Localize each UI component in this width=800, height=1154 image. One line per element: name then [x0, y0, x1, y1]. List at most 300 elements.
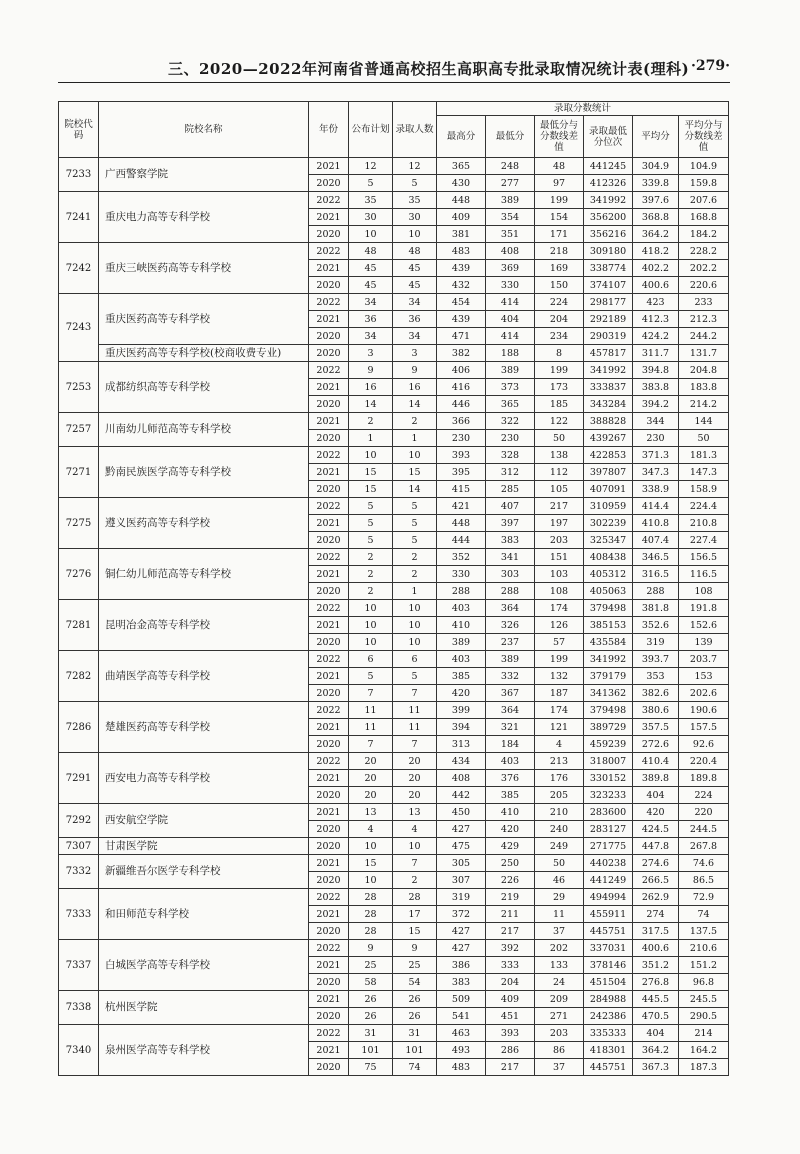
cell-min-diff: 103 [535, 566, 584, 583]
cell-avg-diff: 227.4 [679, 532, 729, 549]
cell-admitted: 7 [393, 685, 437, 702]
cell-avg: 423 [633, 294, 679, 311]
cell-avg-diff: 267.8 [679, 838, 729, 855]
cell-admitted: 48 [393, 243, 437, 260]
cell-avg: 353 [633, 668, 679, 685]
cell-min-diff: 105 [535, 481, 584, 498]
table-row [59, 549, 729, 566]
cell-avg-diff: 290.5 [679, 1008, 729, 1025]
school-code: 7241 [59, 192, 99, 243]
cell-year: 2020 [309, 328, 349, 345]
cell-year: 2020 [309, 396, 349, 413]
cell-plan: 20 [349, 753, 393, 770]
cell-admitted: 54 [393, 974, 437, 991]
cell-avg-diff: 108 [679, 583, 729, 600]
cell-year: 2020 [309, 175, 349, 192]
table-row [59, 940, 729, 957]
cell-min-diff: 8 [535, 345, 584, 362]
cell-min-rank: 418301 [584, 1042, 633, 1059]
cell-plan: 36 [349, 311, 393, 328]
cell-admitted: 4 [393, 821, 437, 838]
cell-avg: 364.2 [633, 1042, 679, 1059]
cell-avg-diff: 224.4 [679, 498, 729, 515]
cell-plan: 34 [349, 328, 393, 345]
cell-max: 394 [437, 719, 486, 736]
cell-min: 451 [486, 1008, 535, 1025]
cell-avg: 389.8 [633, 770, 679, 787]
cell-avg: 357.5 [633, 719, 679, 736]
cell-avg-diff: 220.6 [679, 277, 729, 294]
cell-min: 332 [486, 668, 535, 685]
col-max-header: 最高分 [437, 116, 486, 158]
school-name: 杭州医学院 [99, 991, 309, 1025]
school-code: 7242 [59, 243, 99, 294]
cell-min: 383 [486, 532, 535, 549]
cell-avg-diff: 189.8 [679, 770, 729, 787]
cell-min-rank: 283600 [584, 804, 633, 821]
cell-admitted: 12 [393, 158, 437, 175]
cell-min-diff: 50 [535, 430, 584, 447]
school-name: 昆明冶金高等专科学校 [99, 600, 309, 651]
school-name: 和田师范专科学校 [99, 889, 309, 940]
cell-avg-diff: 207.6 [679, 192, 729, 209]
school-code: 7332 [59, 855, 99, 889]
cell-admitted: 2 [393, 872, 437, 889]
cell-min-rank: 338774 [584, 260, 633, 277]
cell-year: 2021 [309, 464, 349, 481]
cell-max: 305 [437, 855, 486, 872]
table-row [59, 804, 729, 821]
cell-avg: 410.4 [633, 753, 679, 770]
cell-min: 403 [486, 753, 535, 770]
col-name-header: 院校名称 [99, 102, 309, 158]
table-row [59, 447, 729, 464]
cell-admitted: 45 [393, 260, 437, 277]
cell-min: 303 [486, 566, 535, 583]
cell-min-rank: 440238 [584, 855, 633, 872]
col-plan-header: 公布计划 [349, 102, 393, 158]
cell-avg: 407.4 [633, 532, 679, 549]
cell-max: 427 [437, 923, 486, 940]
cell-plan: 35 [349, 192, 393, 209]
cell-max: 439 [437, 260, 486, 277]
cell-min-rank: 379498 [584, 702, 633, 719]
col-avg-header: 平均分 [633, 116, 679, 158]
cell-min-diff: 132 [535, 668, 584, 685]
cell-avg: 311.7 [633, 345, 679, 362]
cell-admitted: 20 [393, 787, 437, 804]
cell-min-diff: 210 [535, 804, 584, 821]
cell-min-rank: 445751 [584, 1059, 633, 1076]
cell-min: 211 [486, 906, 535, 923]
cell-plan: 10 [349, 447, 393, 464]
cell-plan: 58 [349, 974, 393, 991]
cell-year: 2022 [309, 600, 349, 617]
admission-table [58, 101, 729, 1076]
cell-year: 2020 [309, 821, 349, 838]
cell-year: 2020 [309, 1059, 349, 1076]
cell-min: 277 [486, 175, 535, 192]
cell-year: 2020 [309, 872, 349, 889]
cell-min: 389 [486, 192, 535, 209]
cell-min: 217 [486, 923, 535, 940]
cell-min-rank: 397807 [584, 464, 633, 481]
cell-avg-diff: 74.6 [679, 855, 729, 872]
cell-avg: 404 [633, 1025, 679, 1042]
cell-admitted: 5 [393, 175, 437, 192]
cell-min-rank: 374107 [584, 277, 633, 294]
cell-min-rank: 389729 [584, 719, 633, 736]
cell-plan: 10 [349, 838, 393, 855]
cell-max: 421 [437, 498, 486, 515]
school-code: 7333 [59, 889, 99, 940]
table-row [59, 651, 729, 668]
cell-avg-diff: 104.9 [679, 158, 729, 175]
cell-min-rank: 318007 [584, 753, 633, 770]
cell-year: 2022 [309, 549, 349, 566]
cell-avg: 339.8 [633, 175, 679, 192]
cell-max: 383 [437, 974, 486, 991]
cell-year: 2022 [309, 294, 349, 311]
cell-avg-diff: 228.2 [679, 243, 729, 260]
cell-min-diff: 24 [535, 974, 584, 991]
cell-avg-diff: 212.3 [679, 311, 729, 328]
cell-plan: 26 [349, 1008, 393, 1025]
cell-min: 312 [486, 464, 535, 481]
cell-avg-diff: 224 [679, 787, 729, 804]
cell-min-diff: 199 [535, 362, 584, 379]
cell-year: 2020 [309, 634, 349, 651]
school-name: 楚雄医药高等专科学校 [99, 702, 309, 753]
school-name: 曲靖医学高等专科学校 [99, 651, 309, 702]
cell-year: 2022 [309, 1025, 349, 1042]
col-min-rank-header: 录取最低分位次 [584, 116, 633, 158]
cell-max: 432 [437, 277, 486, 294]
school-name: 铜仁幼儿师范高等专科学校 [99, 549, 309, 600]
cell-max: 352 [437, 549, 486, 566]
table-row [59, 838, 729, 855]
cell-min-rank: 271775 [584, 838, 633, 855]
cell-min: 393 [486, 1025, 535, 1042]
cell-min: 364 [486, 600, 535, 617]
cell-avg: 393.7 [633, 651, 679, 668]
school-name: 黔南民族医学高等专科学校 [99, 447, 309, 498]
table-row [59, 498, 729, 515]
cell-year: 2020 [309, 532, 349, 549]
cell-avg: 347.3 [633, 464, 679, 481]
cell-min-diff: 199 [535, 192, 584, 209]
school-code: 7286 [59, 702, 99, 753]
cell-plan: 11 [349, 719, 393, 736]
cell-year: 2021 [309, 991, 349, 1008]
cell-year: 2020 [309, 481, 349, 498]
cell-min-rank: 441249 [584, 872, 633, 889]
cell-admitted: 17 [393, 906, 437, 923]
cell-min-rank: 388828 [584, 413, 633, 430]
cell-avg-diff: 152.6 [679, 617, 729, 634]
cell-admitted: 1 [393, 583, 437, 600]
cell-min: 420 [486, 821, 535, 838]
cell-min-rank: 407091 [584, 481, 633, 498]
cell-avg-diff: 191.8 [679, 600, 729, 617]
cell-min-diff: 203 [535, 1025, 584, 1042]
cell-avg: 288 [633, 583, 679, 600]
cell-admitted: 26 [393, 1008, 437, 1025]
cell-admitted: 6 [393, 651, 437, 668]
cell-admitted: 2 [393, 549, 437, 566]
cell-avg: 316.5 [633, 566, 679, 583]
cell-plan: 101 [349, 1042, 393, 1059]
cell-year: 2020 [309, 974, 349, 991]
cell-avg-diff: 159.8 [679, 175, 729, 192]
cell-avg: 410.8 [633, 515, 679, 532]
cell-admitted: 11 [393, 719, 437, 736]
school-name: 白城医学高等专科学校 [99, 940, 309, 991]
cell-min-rank: 412326 [584, 175, 633, 192]
cell-year: 2021 [309, 413, 349, 430]
cell-min-diff: 249 [535, 838, 584, 855]
school-code: 7337 [59, 940, 99, 991]
cell-min-rank: 341992 [584, 362, 633, 379]
cell-min-diff: 133 [535, 957, 584, 974]
cell-max: 434 [437, 753, 486, 770]
cell-year: 2021 [309, 379, 349, 396]
cell-min: 248 [486, 158, 535, 175]
cell-min-diff: 37 [535, 1059, 584, 1076]
cell-admitted: 7 [393, 736, 437, 753]
cell-min-diff: 126 [535, 617, 584, 634]
cell-admitted: 34 [393, 328, 437, 345]
school-code: 7276 [59, 549, 99, 600]
cell-avg: 344 [633, 413, 679, 430]
cell-min-diff: 271 [535, 1008, 584, 1025]
cell-min: 389 [486, 362, 535, 379]
school-name: 广西警察学院 [99, 158, 309, 192]
cell-max: 410 [437, 617, 486, 634]
table-row [59, 600, 729, 617]
cell-avg-diff: 214 [679, 1025, 729, 1042]
cell-min: 407 [486, 498, 535, 515]
cell-max: 483 [437, 1059, 486, 1076]
cell-admitted: 26 [393, 991, 437, 1008]
cell-admitted: 10 [393, 634, 437, 651]
cell-avg: 319 [633, 634, 679, 651]
school-code: 7338 [59, 991, 99, 1025]
cell-avg: 400.6 [633, 277, 679, 294]
cell-admitted: 11 [393, 702, 437, 719]
cell-min-diff: 29 [535, 889, 584, 906]
cell-min-rank: 309180 [584, 243, 633, 260]
cell-max: 420 [437, 685, 486, 702]
cell-min-rank: 292189 [584, 311, 633, 328]
cell-avg-diff: 147.3 [679, 464, 729, 481]
cell-avg: 364.2 [633, 226, 679, 243]
cell-avg-diff: 144 [679, 413, 729, 430]
cell-year: 2021 [309, 957, 349, 974]
cell-min-diff: 108 [535, 583, 584, 600]
cell-avg-diff: 220.4 [679, 753, 729, 770]
school-name: 甘肃医学院 [99, 838, 309, 855]
school-code: 7282 [59, 651, 99, 702]
cell-min-diff: 174 [535, 600, 584, 617]
cell-min-diff: 185 [535, 396, 584, 413]
cell-year: 2022 [309, 362, 349, 379]
cell-min-rank: 335333 [584, 1025, 633, 1042]
cell-admitted: 10 [393, 600, 437, 617]
school-code: 7253 [59, 362, 99, 413]
cell-year: 2022 [309, 447, 349, 464]
cell-plan: 30 [349, 209, 393, 226]
cell-year: 2021 [309, 311, 349, 328]
cell-min: 354 [486, 209, 535, 226]
cell-avg: 346.5 [633, 549, 679, 566]
cell-year: 2022 [309, 651, 349, 668]
cell-admitted: 16 [393, 379, 437, 396]
cell-max: 471 [437, 328, 486, 345]
cell-min-rank: 302239 [584, 515, 633, 532]
cell-min-diff: 234 [535, 328, 584, 345]
cell-max: 541 [437, 1008, 486, 1025]
school-name: 成都纺织高等专科学校 [99, 362, 309, 413]
cell-plan: 26 [349, 991, 393, 1008]
cell-plan: 7 [349, 685, 393, 702]
school-code: 7257 [59, 413, 99, 447]
cell-min-rank: 435584 [584, 634, 633, 651]
cell-avg-diff: 151.2 [679, 957, 729, 974]
cell-min-diff: 86 [535, 1042, 584, 1059]
cell-min-diff: 46 [535, 872, 584, 889]
school-code: 7233 [59, 158, 99, 192]
cell-year: 2021 [309, 515, 349, 532]
cell-min-rank: 330152 [584, 770, 633, 787]
cell-min-rank: 445751 [584, 923, 633, 940]
cell-admitted: 14 [393, 396, 437, 413]
col-min-header: 最低分 [486, 116, 535, 158]
school-name: 重庆医药高等专科学校(校商收费专业) [99, 345, 309, 362]
cell-min: 322 [486, 413, 535, 430]
cell-max: 230 [437, 430, 486, 447]
cell-year: 2021 [309, 1042, 349, 1059]
cell-min-rank: 341992 [584, 192, 633, 209]
cell-min: 397 [486, 515, 535, 532]
cell-avg: 351.2 [633, 957, 679, 974]
cell-max: 430 [437, 175, 486, 192]
cell-avg-diff: 164.2 [679, 1042, 729, 1059]
table-row [59, 243, 729, 260]
cell-avg: 420 [633, 804, 679, 821]
cell-avg-diff: 92.6 [679, 736, 729, 753]
cell-min-diff: 202 [535, 940, 584, 957]
cell-year: 2021 [309, 855, 349, 872]
cell-admitted: 10 [393, 447, 437, 464]
cell-plan: 9 [349, 940, 393, 957]
cell-avg-diff: 157.5 [679, 719, 729, 736]
school-code: 7275 [59, 498, 99, 549]
cell-avg: 262.9 [633, 889, 679, 906]
school-name: 重庆医药高等专科学校 [99, 294, 309, 345]
cell-avg-diff: 131.7 [679, 345, 729, 362]
cell-avg-diff: 244.2 [679, 328, 729, 345]
cell-max: 313 [437, 736, 486, 753]
cell-admitted: 5 [393, 498, 437, 515]
cell-min: 286 [486, 1042, 535, 1059]
cell-max: 330 [437, 566, 486, 583]
cell-year: 2021 [309, 770, 349, 787]
cell-max: 416 [437, 379, 486, 396]
school-code: 7271 [59, 447, 99, 498]
cell-min-diff: 122 [535, 413, 584, 430]
cell-plan: 28 [349, 906, 393, 923]
cell-admitted: 9 [393, 940, 437, 957]
cell-max: 372 [437, 906, 486, 923]
cell-plan: 6 [349, 651, 393, 668]
cell-year: 2022 [309, 889, 349, 906]
cell-year: 2020 [309, 430, 349, 447]
cell-plan: 5 [349, 515, 393, 532]
cell-year: 2020 [309, 345, 349, 362]
cell-admitted: 15 [393, 923, 437, 940]
cell-avg-diff: 116.5 [679, 566, 729, 583]
cell-avg: 274 [633, 906, 679, 923]
cell-avg-diff: 137.5 [679, 923, 729, 940]
cell-min: 326 [486, 617, 535, 634]
cell-avg: 272.6 [633, 736, 679, 753]
cell-max: 415 [437, 481, 486, 498]
cell-avg-diff: 158.9 [679, 481, 729, 498]
table-row [59, 413, 729, 430]
cell-plan: 2 [349, 549, 393, 566]
cell-min: 385 [486, 787, 535, 804]
table-row [59, 1025, 729, 1042]
cell-min-diff: 97 [535, 175, 584, 192]
cell-plan: 11 [349, 702, 393, 719]
cell-avg: 400.6 [633, 940, 679, 957]
cell-min-rank: 451504 [584, 974, 633, 991]
cell-admitted: 2 [393, 413, 437, 430]
cell-avg-diff: 202.2 [679, 260, 729, 277]
cell-min-rank: 284988 [584, 991, 633, 1008]
cell-min: 219 [486, 889, 535, 906]
cell-plan: 5 [349, 498, 393, 515]
cell-min-diff: 213 [535, 753, 584, 770]
cell-min-rank: 337031 [584, 940, 633, 957]
cell-year: 2020 [309, 923, 349, 940]
cell-max: 385 [437, 668, 486, 685]
cell-admitted: 5 [393, 668, 437, 685]
school-code: 7243 [59, 294, 99, 362]
cell-max: 307 [437, 872, 486, 889]
page-header [58, 52, 730, 83]
cell-min-diff: 48 [535, 158, 584, 175]
cell-plan: 2 [349, 413, 393, 430]
school-name: 泉州医学高等专科学校 [99, 1025, 309, 1076]
cell-avg: 424.5 [633, 821, 679, 838]
cell-min-rank: 242386 [584, 1008, 633, 1025]
cell-plan: 2 [349, 566, 393, 583]
school-name: 川南幼儿师范高等专科学校 [99, 413, 309, 447]
cell-max: 463 [437, 1025, 486, 1042]
cell-year: 2020 [309, 736, 349, 753]
cell-min: 204 [486, 974, 535, 991]
cell-admitted: 20 [393, 770, 437, 787]
school-code: 7292 [59, 804, 99, 838]
cell-year: 2022 [309, 702, 349, 719]
cell-plan: 15 [349, 464, 393, 481]
cell-admitted: 9 [393, 362, 437, 379]
school-name: 重庆三峡医药高等专科学校 [99, 243, 309, 294]
cell-admitted: 45 [393, 277, 437, 294]
cell-avg-diff: 204.8 [679, 362, 729, 379]
